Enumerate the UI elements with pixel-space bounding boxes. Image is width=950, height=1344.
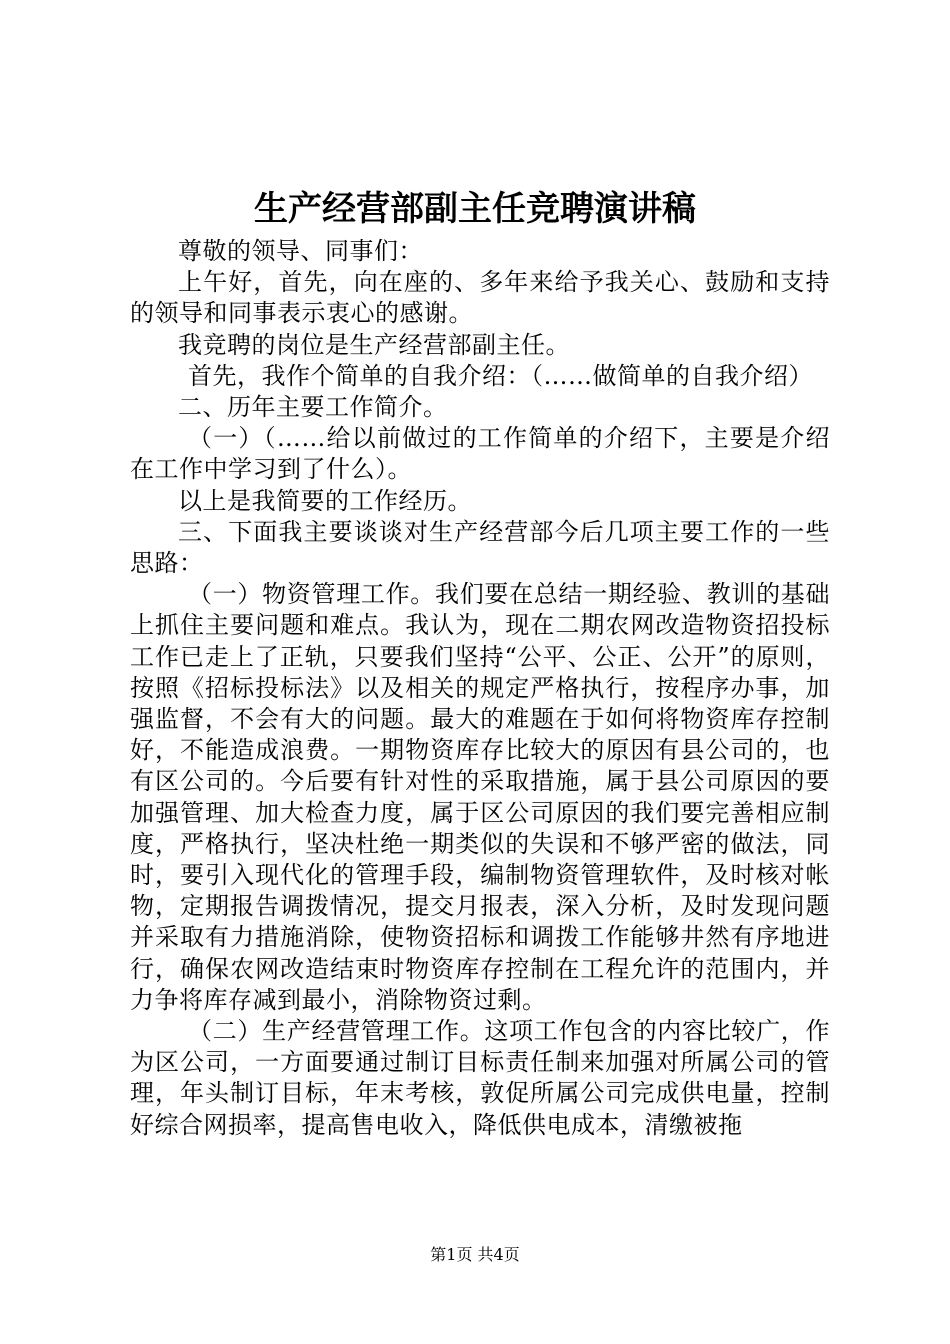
paragraph-materials-management: （一）物资管理工作。我们要在总结一期经验、教训的基础上抓住主要问题和难点。我认为，现在二期农网改造物资招投标工作已走上了正轨，只要我们坚持“公平、公正、公开”的原则，按照《招标投标法》以及相关的规定严格执行，按程序办事，加强监督，不会有大的问题。最大的难题在于如何将物资库存控制好，不能造成浪费。一期物资库存比较大的原因有县公司的，也有区公司的。今后要有针对性的采取措施，属于县公司原因的要加强管理、加大检查力度，属于区公司原因的我们要完善相应制度，严格执行，坚决杜绝一期类似的失误和不够严密的做法，同时，要引入现代化的管理手段，编制物资管理软件，及时核对帐物，定期报告调拨情况，提交月报表，深入分析，及时发现问题并采取有力措施消除，使物资招标和调拨工作能够井然有序地进行，确保农网改造结束时物资库存控制在工程允许的范围内，并力争将库存减到最小，消除物资过剩。 xyxy=(130,580,830,1014)
document-title: 生产经营部副主任竞聘演讲稿 xyxy=(254,189,696,229)
paragraph-greeting: 尊敬的领导、同事们： xyxy=(178,237,423,265)
page-footer: 第1页 共4页 xyxy=(430,1245,520,1264)
paragraph-section-three: 三、下面我主要谈谈对生产经营部今后几项主要工作的一些思路： xyxy=(130,517,830,578)
paragraph-section-two: 二、历年主要工作简介。 xyxy=(178,393,448,422)
paragraph-thanks: 上午好，首先，向在座的、多年来给予我关心、鼓励和支持的领导和同事表示衷心的感谢。 xyxy=(130,268,830,328)
paragraph-operations-management: （二）生产经营管理工作。这项工作包含的内容比较广，作为区公司，一方面要通过制订目标责任制来加强对所属公司的管理，年头制订目标，年末考核，敦促所属公司完成供电量，控制好综合网损率，提高售电收入，降低供电成本，清缴被拖 xyxy=(130,1017,830,1139)
paragraph-self-intro: 首先，我作个简单的自我介绍：（……做简单的自我介绍） xyxy=(188,361,813,390)
document-body xyxy=(130,236,830,1141)
paragraph-work-intro: （一）（……给以前做过的工作简单的介绍下，主要是介绍在工作中学习到了什么）。 xyxy=(130,424,830,484)
paragraph-work-summary: 以上是我简要的工作经历。 xyxy=(178,486,472,515)
paragraph-position: 我竞聘的岗位是生产经营部副主任。 xyxy=(178,330,570,359)
